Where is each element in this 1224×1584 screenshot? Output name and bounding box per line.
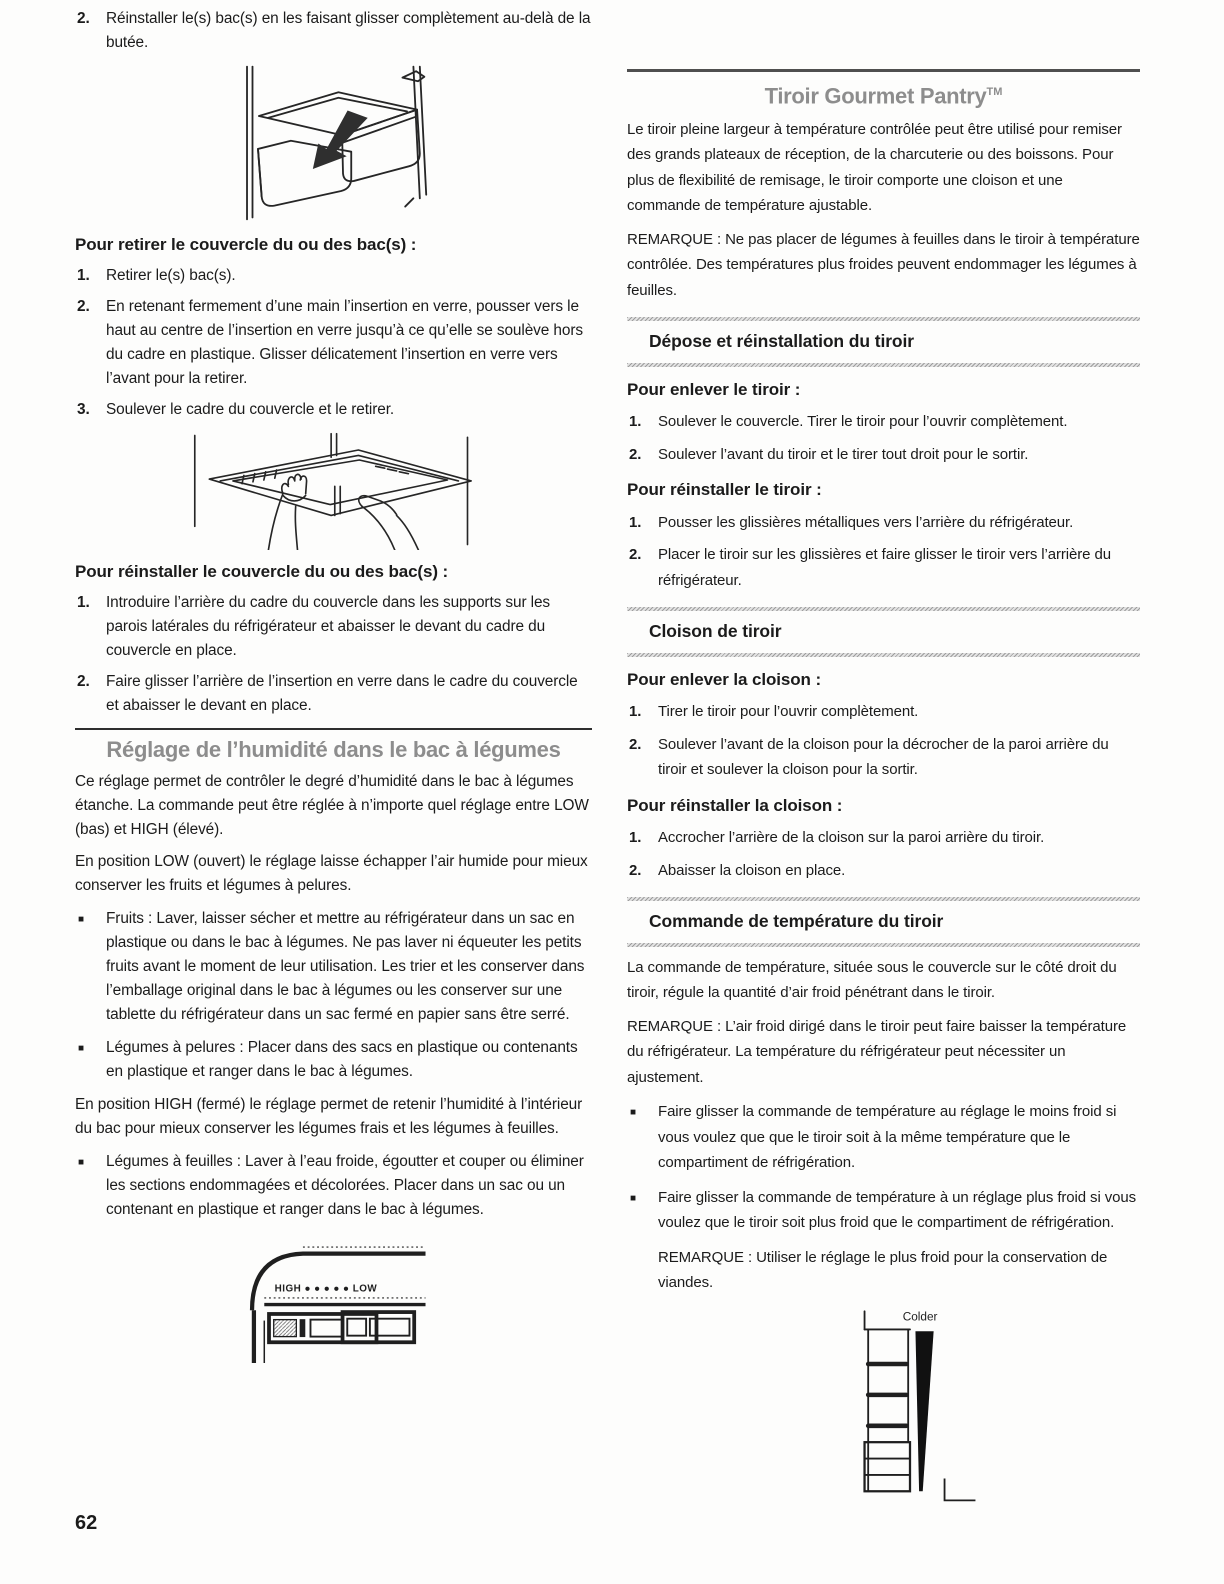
step-text: Retirer le(s) bac(s). [106,267,236,284]
step-text: Introduire l’arrière du cadre du couvercle dans les supports sur les parois latérales du réfrigérateur et abaisser le devant du cadre du couvercle en place. [106,594,551,659]
subsection-heading: Pour retirer le couvercle du ou des bac(s) : [75,235,417,254]
step-text: Réinstaller le(s) bac(s) en les faisant glisser complètement au-delà de la butée. [106,10,591,51]
step-number: 2. [629,546,642,564]
step-text: Placer le tiroir sur les glissières et faire glisser le tiroir vers l’arrière du réfrigérateur. [658,546,1111,589]
right-column [627,0,1140,1512]
instruction-step [627,542,1140,593]
halftone-bar [627,943,1140,947]
step-text: Accrocher l’arrière de la cloison sur la paroi arrière du tiroir. [658,829,1045,847]
left-column [75,0,592,1371]
halftone-bar [627,653,1140,657]
boxed-heading-depose [627,317,1140,367]
step-number: 1. [629,703,642,721]
bullet-item [627,1099,1140,1176]
subsection-heading: Pour réinstaller la cloison : [627,795,843,815]
subsection-heading: Pour réinstaller le couvercle du ou des bac(s) : [75,562,449,581]
boxed-heading-title: Cloison de tiroir [649,621,782,642]
body-paragraph: La commande de température, située sous le couvercle sur le côté droit du tiroir, régule la quantité d’air froid pénétrant dans le tiroir. [627,958,1117,1002]
bullet-item [75,1036,592,1084]
step-number: 2. [77,10,90,27]
figure-cover-removal [165,430,592,550]
body-paragraph: Ce réglage permet de contrôler le degré d’humidité dans le bac à légumes étanche. La commande peut être réglée à n’importe quel réglage entre LOW (bas) et HIGH (élevé). [75,773,589,838]
column-top-rule [627,69,1140,72]
figure-temperature-control [845,1304,1140,1504]
bullet-text: Faire glisser la commande de température au réglage le moins froid si vous voulez que que le tiroir soit à la même température que le compartiment de réfrigération. [658,1103,1117,1172]
bullet-item [627,1185,1140,1236]
subsection-heading: Pour enlever la cloison : [627,669,822,689]
square-bullet-icon: ■ [78,914,84,925]
body-paragraph: En position HIGH (fermé) le réglage permet de retenir l’humidité à l’intérieur du bac pour mieux conserver les légumes frais et les légumes à feuilles. [75,1096,583,1137]
figure-humidity-control [235,1231,592,1363]
step-number: 2. [77,673,90,690]
step-text: Soulever le couvercle. Tirer le tiroir pour l’ouvrir complètement. [658,413,1068,431]
step-number: 2. [629,445,642,463]
instruction-step [627,858,1140,884]
step-text: Soulever l’avant du tiroir et le tirer tout droit pour le sortir. [658,445,1029,463]
step-number: 1. [629,513,642,531]
instruction-step [627,825,1140,851]
trademark-symbol: TM [986,86,1003,98]
instruction-step [627,409,1140,435]
bullet-item [75,1150,592,1222]
bullet-item [75,907,592,1027]
boxed-heading-cloison [627,607,1140,657]
step-text: Soulever le cadre du couvercle et le retirer. [106,401,395,418]
instruction-step [75,670,592,718]
bullet-text: Légumes à feuilles : Laver à l’eau froide, égoutter et couper ou éliminer les sections endommagées et décolorées. Placer dans un sac ou un contenant en plastique et ranger dans le bac à légumes. [106,1153,584,1218]
instruction-step [627,699,1140,725]
square-bullet-icon: ■ [630,1192,636,1204]
subsection-heading: Pour enlever le tiroir : [627,379,801,399]
step-text: En retenant fermement d’une main l’insertion en verre, pousser vers le haut au centre de l’insertion en verre jusqu’à ce qu’elle se soulève hors du cadre en plastique. Glisser délicatement l’insertion en verre vers l’avant pour la retirer. [106,298,583,387]
body-paragraph: Le tiroir pleine largeur à température contrôlée peut être utilisé pour remiser des grands plateaux de réception, de la charcuterie ou des boissons. Pour plus de flexibilité de remisage, le tiroir comporte une cloison et une commande de température ajustable. [627,120,1122,215]
bullet-text: Faire glisser la commande de température à un réglage plus froid si vous voulez que le tiroir soit plus froid que le compartiment de réfrigération. [658,1188,1137,1232]
step-number: 1. [629,413,642,431]
step-text: Faire glisser l’arrière de l’insertion en verre dans le cadre du couvercle et abaisser le devant en place. [106,673,578,714]
step-number: 1. [629,829,642,847]
cover-removal-illustration [165,430,500,550]
subsection-heading: Pour réinstaller le tiroir : [627,480,822,500]
halftone-bar [627,363,1140,367]
page-number: 62 [75,1512,98,1534]
step-number: 2. [629,861,642,879]
temperature-control-illustration [845,1304,1035,1504]
instruction-step [75,398,592,422]
step-text: Pousser les glissières métalliques vers l’arrière du réfrigérateur. [658,513,1074,531]
instruction-step [75,264,592,288]
instruction-step [627,442,1140,468]
remark-paragraph: REMARQUE : Utiliser le réglage le plus froid pour la conservation de viandes. [658,1248,1108,1292]
figure-crisper-bins [225,63,592,223]
square-bullet-icon: ■ [630,1107,636,1119]
colder-label: Colder [902,1309,938,1324]
section-heading-gourmet-pantry [627,80,1140,109]
step-number: 3. [77,401,90,418]
high-low-scale-label: HIGH ● ● ● ● ● LOW [274,1283,378,1295]
step-number: 1. [77,594,90,611]
step-number: 1. [77,267,90,284]
step-text: Abaisser la cloison en place. [658,861,846,879]
instruction-step [75,591,592,663]
section-heading-humidity: Réglage de l’humidité dans le bac à légumes [106,737,561,762]
bullet-text: Légumes à pelures : Placer dans des sacs en plastique ou contenants en plastique et ranger dans le bac à légumes. [106,1039,578,1080]
bullet-text: Fruits : Laver, laisser sécher et mettre au réfrigérateur dans un sac en plastique ou dans le bac à légumes. Ne pas laver ni équeuter les petits fruits avant le moment de leur utilisation. Les trier et les conserver dans l’emballage original dans le bac à légumes ou les conserver sur une tablette du réfrigérateur dans un sac fermé en papier sans être serré. [106,910,585,1023]
instruction-step [627,510,1140,536]
boxed-heading-commande [627,897,1140,947]
section-divider [75,728,592,730]
step-number: 2. [629,735,642,753]
boxed-heading-title: Commande de température du tiroir [649,911,944,932]
square-bullet-icon: ■ [78,1157,84,1168]
instruction-step [75,295,592,391]
section-title-text: Tiroir Gourmet Pantry [764,83,987,109]
instruction-step [627,732,1140,783]
remark-paragraph: REMARQUE : L’air froid dirigé dans le tiroir peut faire baisser la température du réfrigérateur. La température du réfrigérateur peut nécessiter un ajustement. [627,1017,1127,1086]
crisper-bins-illustration [225,63,440,223]
body-paragraph: En position LOW (ouvert) le réglage laisse échapper l’air humide pour mieux conserver les fruits et légumes à pelures. [75,853,588,894]
step-number: 2. [77,298,90,315]
remark-paragraph: REMARQUE : Ne pas placer de légumes à feuilles dans le tiroir à température contrôlée. Des températures plus froides peuvent endommager les légumes à feuilles. [627,230,1140,299]
step-text: Soulever l’avant de la cloison pour la décrocher de la paroi arrière du tiroir et soulever la cloison pour la sortir. [658,735,1109,779]
instruction-step [75,7,592,55]
square-bullet-icon: ■ [78,1043,84,1054]
humidity-control-illustration [235,1231,435,1363]
step-text: Tirer le tiroir pour l’ouvrir complètement. [658,703,919,721]
boxed-heading-title: Dépose et réinstallation du tiroir [649,331,914,352]
